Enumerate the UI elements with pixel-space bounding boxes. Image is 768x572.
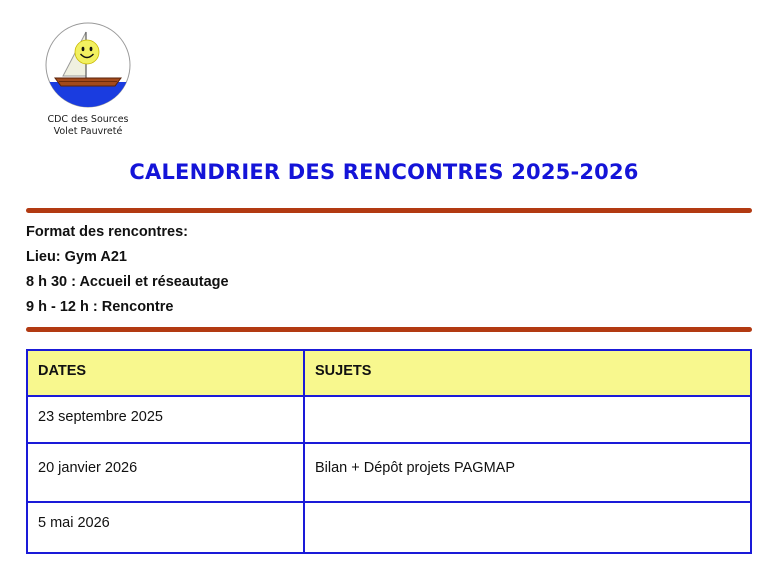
- header-subjects: SUJETS: [304, 350, 751, 396]
- organization-logo: [40, 22, 136, 142]
- format-location: Lieu: Gym A21: [26, 249, 127, 265]
- boat-hull: [55, 78, 121, 86]
- cell-date: 20 janvier 2026: [27, 443, 304, 502]
- logo-emblem: [45, 22, 131, 110]
- format-heading: Format des rencontres:: [26, 224, 188, 240]
- meeting-format-block: [26, 224, 229, 324]
- logo-caption-line-1: CDC des Sources: [47, 114, 129, 125]
- table-row: [27, 396, 751, 443]
- table-row: [27, 443, 751, 502]
- format-welcome-time: 8 h 30 : Accueil et réseautage: [26, 274, 229, 290]
- table-header-row: [27, 350, 751, 396]
- cell-subject: [304, 396, 751, 443]
- bottom-divider: [26, 327, 752, 332]
- top-divider: [26, 208, 752, 213]
- page-title: CALENDRIER DES RENCONTRES 2025-2026: [129, 160, 639, 184]
- format-meeting-time: 9 h - 12 h : Rencontre: [26, 299, 174, 315]
- logo-caption: [40, 114, 136, 138]
- cell-date: 23 septembre 2025: [27, 396, 304, 443]
- meeting-calendar-table: [26, 349, 752, 554]
- table-row: [27, 502, 751, 553]
- cell-subject: [304, 502, 751, 553]
- sun-face: [75, 40, 99, 64]
- logo-caption-line-2: Volet Pauvreté: [53, 126, 123, 137]
- header-dates: DATES: [27, 350, 304, 396]
- cell-subject: Bilan + Dépôt projets PAGMAP: [304, 443, 751, 502]
- cell-date: 5 mai 2026: [27, 502, 304, 553]
